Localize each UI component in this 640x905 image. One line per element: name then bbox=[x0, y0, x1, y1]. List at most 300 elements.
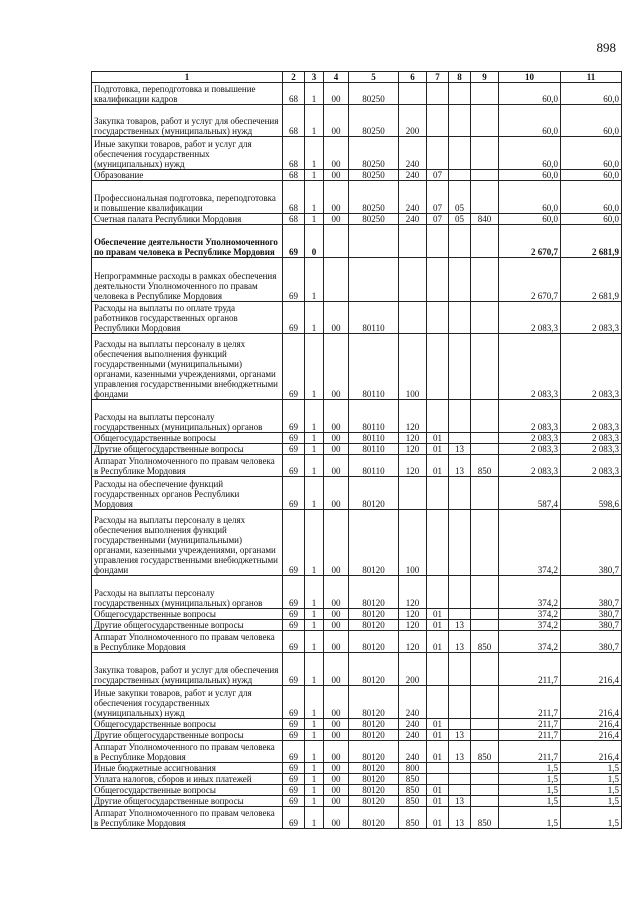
code-expense-type: 800 bbox=[399, 763, 427, 774]
code-program: 1 bbox=[305, 455, 324, 477]
item-name: Расходы на выплаты по оплате труда работников государственных органов Республики Мордовия bbox=[92, 302, 283, 334]
code-subprogram: 00 bbox=[324, 576, 349, 609]
table-row bbox=[92, 258, 622, 302]
code-section bbox=[427, 225, 449, 258]
code-section: 01 bbox=[427, 620, 449, 631]
code-direction: 80250 bbox=[349, 83, 399, 105]
item-name: Иные бюджетные ассигнования bbox=[92, 763, 283, 774]
code-grbs: 68 bbox=[283, 83, 305, 105]
code-subprogram: 00 bbox=[324, 763, 349, 774]
code-grbs: 69 bbox=[283, 719, 305, 730]
code-grbs: 69 bbox=[283, 763, 305, 774]
table-row bbox=[92, 444, 622, 455]
amount-year-2: 380,7 bbox=[561, 576, 622, 609]
code-expense-type bbox=[399, 83, 427, 105]
code-grbs: 68 bbox=[283, 105, 305, 137]
amount-year-2: 380,7 bbox=[561, 631, 622, 653]
code-direction: 80120 bbox=[349, 576, 399, 609]
code-program: 1 bbox=[305, 83, 324, 105]
item-name: Расходы на обеспечение функций государственных органов Республики Мордовия bbox=[92, 477, 283, 510]
item-name: Расходы на выплаты персоналу государственных (муниципальных) органов bbox=[92, 400, 283, 433]
code-grbs: 69 bbox=[283, 334, 305, 400]
code-direction: 80120 bbox=[349, 653, 399, 686]
code-subsection: 13 bbox=[449, 807, 471, 829]
table-row bbox=[92, 686, 622, 719]
code-section bbox=[427, 137, 449, 170]
code-program: 1 bbox=[305, 477, 324, 510]
code-expense-type: 120 bbox=[399, 609, 427, 620]
code-subsection bbox=[449, 433, 471, 444]
table-header bbox=[92, 72, 622, 83]
code-program: 1 bbox=[305, 719, 324, 730]
code-program: 1 bbox=[305, 741, 324, 763]
item-name: Подготовка, переподготовка и повышение квалификации кадров bbox=[92, 83, 283, 105]
amount-year-1: 2 083,3 bbox=[499, 433, 561, 444]
code-section: 01 bbox=[427, 741, 449, 763]
amount-year-2: 1,5 bbox=[561, 774, 622, 785]
amount-year-2: 216,4 bbox=[561, 741, 622, 763]
code-section bbox=[427, 334, 449, 400]
header-cell: 2 bbox=[283, 72, 305, 83]
code-agency bbox=[471, 774, 499, 785]
code-program: 1 bbox=[305, 774, 324, 785]
code-expense-type: 120 bbox=[399, 433, 427, 444]
code-expense-type bbox=[399, 258, 427, 302]
table-row bbox=[92, 631, 622, 653]
code-subsection bbox=[449, 719, 471, 730]
code-expense-type: 240 bbox=[399, 214, 427, 225]
code-section bbox=[427, 774, 449, 785]
code-program: 1 bbox=[305, 785, 324, 796]
code-program: 1 bbox=[305, 258, 324, 302]
code-direction: 80120 bbox=[349, 785, 399, 796]
table-row bbox=[92, 137, 622, 170]
amount-year-1: 2 083,3 bbox=[499, 444, 561, 455]
code-direction: 80250 bbox=[349, 170, 399, 181]
table-body bbox=[92, 83, 622, 829]
code-agency bbox=[471, 181, 499, 214]
code-grbs: 69 bbox=[283, 620, 305, 631]
amount-year-2: 2 083,3 bbox=[561, 302, 622, 334]
code-agency bbox=[471, 137, 499, 170]
code-subprogram bbox=[324, 225, 349, 258]
code-expense-type: 200 bbox=[399, 105, 427, 137]
header-cell: 4 bbox=[324, 72, 349, 83]
amount-year-1: 1,5 bbox=[499, 774, 561, 785]
code-subprogram: 00 bbox=[324, 83, 349, 105]
table-row bbox=[92, 455, 622, 477]
code-grbs: 69 bbox=[283, 774, 305, 785]
amount-year-1: 1,5 bbox=[499, 763, 561, 774]
code-expense-type: 120 bbox=[399, 576, 427, 609]
code-agency bbox=[471, 433, 499, 444]
item-name: Профессиональная подготовка, переподготовка и повышение квалификации bbox=[92, 181, 283, 214]
code-subprogram: 00 bbox=[324, 510, 349, 576]
amount-year-2: 60,0 bbox=[561, 170, 622, 181]
code-direction: 80110 bbox=[349, 433, 399, 444]
item-name: Закупка товаров, работ и услуг для обеспечения государственных (муниципальных) нужд bbox=[92, 105, 283, 137]
amount-year-2: 2 083,3 bbox=[561, 400, 622, 433]
item-name: Другие общегосударственные вопросы bbox=[92, 730, 283, 741]
amount-year-2: 1,5 bbox=[561, 807, 622, 829]
header-cell: 10 bbox=[499, 72, 561, 83]
code-expense-type: 240 bbox=[399, 741, 427, 763]
table-row bbox=[92, 796, 622, 807]
code-direction bbox=[349, 258, 399, 302]
table-row bbox=[92, 302, 622, 334]
amount-year-1: 211,7 bbox=[499, 730, 561, 741]
code-section: 01 bbox=[427, 796, 449, 807]
amount-year-1: 587,4 bbox=[499, 477, 561, 510]
table-row bbox=[92, 785, 622, 796]
code-program: 1 bbox=[305, 796, 324, 807]
amount-year-2: 2 681,9 bbox=[561, 225, 622, 258]
code-subprogram: 00 bbox=[324, 170, 349, 181]
amount-year-2: 60,0 bbox=[561, 214, 622, 225]
code-expense-type: 120 bbox=[399, 444, 427, 455]
code-section: 01 bbox=[427, 719, 449, 730]
item-name: Непрограммные расходы в рамках обеспечения деятельности Уполномоченного по правам человека в Республике Мордовия bbox=[92, 258, 283, 302]
code-direction: 80120 bbox=[349, 686, 399, 719]
amount-year-2: 60,0 bbox=[561, 181, 622, 214]
code-agency bbox=[471, 258, 499, 302]
code-expense-type bbox=[399, 225, 427, 258]
code-agency bbox=[471, 686, 499, 719]
code-direction: 80250 bbox=[349, 137, 399, 170]
code-subsection bbox=[449, 785, 471, 796]
code-expense-type: 240 bbox=[399, 730, 427, 741]
code-grbs: 69 bbox=[283, 433, 305, 444]
code-direction: 80110 bbox=[349, 334, 399, 400]
code-grbs: 69 bbox=[283, 686, 305, 719]
code-program: 1 bbox=[305, 576, 324, 609]
code-subsection bbox=[449, 653, 471, 686]
amount-year-1: 1,5 bbox=[499, 796, 561, 807]
code-program: 1 bbox=[305, 334, 324, 400]
code-section bbox=[427, 400, 449, 433]
amount-year-1: 374,2 bbox=[499, 576, 561, 609]
amount-year-1: 60,0 bbox=[499, 170, 561, 181]
code-section: 07 bbox=[427, 170, 449, 181]
code-program: 1 bbox=[305, 137, 324, 170]
amount-year-1: 60,0 bbox=[499, 137, 561, 170]
code-direction: 80110 bbox=[349, 400, 399, 433]
table-row bbox=[92, 719, 622, 730]
code-expense-type: 850 bbox=[399, 807, 427, 829]
code-subprogram: 00 bbox=[324, 686, 349, 719]
code-subsection bbox=[449, 576, 471, 609]
code-subsection: 13 bbox=[449, 796, 471, 807]
code-direction: 80120 bbox=[349, 807, 399, 829]
amount-year-1: 60,0 bbox=[499, 83, 561, 105]
code-subsection bbox=[449, 774, 471, 785]
table-row bbox=[92, 83, 622, 105]
code-expense-type: 100 bbox=[399, 510, 427, 576]
code-grbs: 69 bbox=[283, 741, 305, 763]
code-subsection: 13 bbox=[449, 455, 471, 477]
table-row bbox=[92, 763, 622, 774]
item-name: Расходы на выплаты персоналу государственных (муниципальных) органов bbox=[92, 576, 283, 609]
table-row bbox=[92, 181, 622, 214]
amount-year-1: 2 670,7 bbox=[499, 225, 561, 258]
amount-year-2: 216,4 bbox=[561, 719, 622, 730]
amount-year-2: 380,7 bbox=[561, 609, 622, 620]
code-agency: 850 bbox=[471, 741, 499, 763]
amount-year-2: 1,5 bbox=[561, 785, 622, 796]
amount-year-1: 211,7 bbox=[499, 653, 561, 686]
code-subprogram: 00 bbox=[324, 631, 349, 653]
code-grbs: 68 bbox=[283, 137, 305, 170]
code-program: 1 bbox=[305, 181, 324, 214]
code-subsection bbox=[449, 477, 471, 510]
amount-year-1: 1,5 bbox=[499, 785, 561, 796]
header-cell: 5 bbox=[349, 72, 399, 83]
amount-year-2: 216,4 bbox=[561, 730, 622, 741]
code-agency: 840 bbox=[471, 214, 499, 225]
code-subsection bbox=[449, 609, 471, 620]
code-expense-type: 850 bbox=[399, 796, 427, 807]
code-agency bbox=[471, 225, 499, 258]
code-direction: 80120 bbox=[349, 774, 399, 785]
code-section: 01 bbox=[427, 433, 449, 444]
code-subprogram: 00 bbox=[324, 774, 349, 785]
code-agency bbox=[471, 730, 499, 741]
amount-year-2: 2 681,9 bbox=[561, 258, 622, 302]
item-name: Счетная палата Республики Мордовия bbox=[92, 214, 283, 225]
code-program: 1 bbox=[305, 170, 324, 181]
code-agency: 850 bbox=[471, 631, 499, 653]
amount-year-1: 211,7 bbox=[499, 719, 561, 730]
amount-year-1: 374,2 bbox=[499, 620, 561, 631]
code-subprogram: 00 bbox=[324, 796, 349, 807]
code-subsection: 13 bbox=[449, 444, 471, 455]
amount-year-1: 2 083,3 bbox=[499, 400, 561, 433]
table-row bbox=[92, 105, 622, 137]
table-row bbox=[92, 510, 622, 576]
code-program: 1 bbox=[305, 609, 324, 620]
code-agency bbox=[471, 170, 499, 181]
code-direction: 80110 bbox=[349, 302, 399, 334]
item-name: Общегосударственные вопросы bbox=[92, 609, 283, 620]
code-expense-type bbox=[399, 477, 427, 510]
header-cell: 7 bbox=[427, 72, 449, 83]
code-agency bbox=[471, 302, 499, 334]
code-grbs: 68 bbox=[283, 181, 305, 214]
code-agency: 850 bbox=[471, 455, 499, 477]
code-subsection bbox=[449, 83, 471, 105]
code-grbs: 69 bbox=[283, 302, 305, 334]
code-section: 01 bbox=[427, 807, 449, 829]
code-program: 1 bbox=[305, 105, 324, 137]
code-program: 1 bbox=[305, 400, 324, 433]
code-grbs: 69 bbox=[283, 576, 305, 609]
code-program: 1 bbox=[305, 763, 324, 774]
code-direction: 80120 bbox=[349, 719, 399, 730]
code-section: 01 bbox=[427, 609, 449, 620]
amount-year-1: 1,5 bbox=[499, 807, 561, 829]
code-direction: 80120 bbox=[349, 609, 399, 620]
code-subsection bbox=[449, 105, 471, 137]
code-grbs: 69 bbox=[283, 455, 305, 477]
code-grbs: 68 bbox=[283, 214, 305, 225]
code-subprogram bbox=[324, 258, 349, 302]
header-cell: 8 bbox=[449, 72, 471, 83]
code-direction: 80120 bbox=[349, 477, 399, 510]
code-subprogram: 00 bbox=[324, 137, 349, 170]
code-program: 1 bbox=[305, 444, 324, 455]
code-program: 1 bbox=[305, 620, 324, 631]
amount-year-2: 380,7 bbox=[561, 510, 622, 576]
code-agency bbox=[471, 477, 499, 510]
code-section: 01 bbox=[427, 631, 449, 653]
amount-year-1: 2 083,3 bbox=[499, 334, 561, 400]
item-name: Образование bbox=[92, 170, 283, 181]
code-subprogram: 00 bbox=[324, 105, 349, 137]
code-subprogram: 00 bbox=[324, 477, 349, 510]
code-direction: 80250 bbox=[349, 105, 399, 137]
code-direction: 80110 bbox=[349, 455, 399, 477]
code-expense-type: 240 bbox=[399, 181, 427, 214]
item-name: Общегосударственные вопросы bbox=[92, 433, 283, 444]
code-agency bbox=[471, 609, 499, 620]
code-grbs: 69 bbox=[283, 225, 305, 258]
amount-year-2: 1,5 bbox=[561, 796, 622, 807]
table-row bbox=[92, 334, 622, 400]
code-subprogram: 00 bbox=[324, 653, 349, 686]
code-section bbox=[427, 258, 449, 302]
code-program: 1 bbox=[305, 686, 324, 719]
item-name: Аппарат Уполномоченного по правам человека в Республике Мордовия bbox=[92, 807, 283, 829]
item-name: Другие общегосударственные вопросы bbox=[92, 796, 283, 807]
header-cell: 3 bbox=[305, 72, 324, 83]
code-grbs: 69 bbox=[283, 477, 305, 510]
code-grbs: 69 bbox=[283, 653, 305, 686]
amount-year-2: 216,4 bbox=[561, 686, 622, 719]
code-subsection bbox=[449, 334, 471, 400]
code-subprogram: 00 bbox=[324, 214, 349, 225]
header-cell: 11 bbox=[561, 72, 622, 83]
code-agency bbox=[471, 620, 499, 631]
code-subprogram: 00 bbox=[324, 719, 349, 730]
code-expense-type: 240 bbox=[399, 170, 427, 181]
code-subprogram: 00 bbox=[324, 730, 349, 741]
code-agency: 850 bbox=[471, 807, 499, 829]
budget-table bbox=[91, 71, 622, 829]
code-direction: 80120 bbox=[349, 741, 399, 763]
code-expense-type: 200 bbox=[399, 653, 427, 686]
item-name: Иные закупки товаров, работ и услуг для обеспечения государственных (муниципальных) нужд bbox=[92, 686, 283, 719]
code-grbs: 69 bbox=[283, 631, 305, 653]
code-expense-type: 850 bbox=[399, 785, 427, 796]
code-grbs: 69 bbox=[283, 400, 305, 433]
amount-year-1: 60,0 bbox=[499, 214, 561, 225]
code-direction: 80120 bbox=[349, 620, 399, 631]
amount-year-2: 2 083,3 bbox=[561, 455, 622, 477]
code-subprogram: 00 bbox=[324, 807, 349, 829]
code-program: 1 bbox=[305, 653, 324, 686]
table-row bbox=[92, 400, 622, 433]
table-row bbox=[92, 730, 622, 741]
table-row bbox=[92, 609, 622, 620]
amount-year-1: 211,7 bbox=[499, 686, 561, 719]
item-name: Аппарат Уполномоченного по правам человека в Республике Мордовия bbox=[92, 455, 283, 477]
code-direction: 80250 bbox=[349, 214, 399, 225]
amount-year-2: 60,0 bbox=[561, 83, 622, 105]
item-name: Аппарат Уполномоченного по правам человека в Республике Мордовия bbox=[92, 741, 283, 763]
code-agency bbox=[471, 510, 499, 576]
code-subsection bbox=[449, 510, 471, 576]
code-subsection bbox=[449, 686, 471, 719]
item-name: Закупка товаров, работ и услуг для обеспечения государственных (муниципальных) нужд bbox=[92, 653, 283, 686]
code-grbs: 68 bbox=[283, 170, 305, 181]
header-cell: 9 bbox=[471, 72, 499, 83]
code-direction: 80120 bbox=[349, 763, 399, 774]
code-program: 1 bbox=[305, 302, 324, 334]
code-expense-type: 100 bbox=[399, 334, 427, 400]
code-section bbox=[427, 653, 449, 686]
table-row bbox=[92, 477, 622, 510]
code-agency bbox=[471, 83, 499, 105]
code-section bbox=[427, 510, 449, 576]
item-name: Другие общегосударственные вопросы bbox=[92, 444, 283, 455]
amount-year-2: 2 083,3 bbox=[561, 433, 622, 444]
code-program: 1 bbox=[305, 510, 324, 576]
code-grbs: 69 bbox=[283, 258, 305, 302]
table-row bbox=[92, 170, 622, 181]
code-section bbox=[427, 302, 449, 334]
amount-year-2: 380,7 bbox=[561, 620, 622, 631]
code-subsection bbox=[449, 400, 471, 433]
amount-year-1: 374,2 bbox=[499, 510, 561, 576]
code-subsection: 05 bbox=[449, 214, 471, 225]
code-expense-type: 240 bbox=[399, 719, 427, 730]
code-grbs: 69 bbox=[283, 807, 305, 829]
table-row bbox=[92, 774, 622, 785]
header-cell: 1 bbox=[92, 72, 283, 83]
code-grbs: 69 bbox=[283, 796, 305, 807]
table-row bbox=[92, 433, 622, 444]
code-direction: 80250 bbox=[349, 181, 399, 214]
code-subsection bbox=[449, 137, 471, 170]
item-name: Обеспечение деятельности Уполномоченного по правам человека в Республике Мордовия bbox=[92, 225, 283, 258]
amount-year-1: 2 670,7 bbox=[499, 258, 561, 302]
item-name: Аппарат Уполномоченного по правам человека в Республике Мордовия bbox=[92, 631, 283, 653]
code-subsection: 13 bbox=[449, 631, 471, 653]
table-row bbox=[92, 214, 622, 225]
code-subprogram: 00 bbox=[324, 433, 349, 444]
table-row bbox=[92, 741, 622, 763]
code-subsection: 13 bbox=[449, 620, 471, 631]
amount-year-1: 60,0 bbox=[499, 105, 561, 137]
item-name: Общегосударственные вопросы bbox=[92, 785, 283, 796]
amount-year-2: 1,5 bbox=[561, 763, 622, 774]
amount-year-2: 2 083,3 bbox=[561, 334, 622, 400]
code-agency bbox=[471, 576, 499, 609]
amount-year-2: 598,6 bbox=[561, 477, 622, 510]
item-name: Расходы на выплаты персоналу в целях обеспечения выполнения функций государственными (муниципальными) органами, казенными учреждениями, органами управления государственными внебюджетными фондами bbox=[92, 510, 283, 576]
code-subsection bbox=[449, 302, 471, 334]
amount-year-1: 60,0 bbox=[499, 181, 561, 214]
code-section bbox=[427, 576, 449, 609]
code-agency bbox=[471, 334, 499, 400]
code-direction: 80120 bbox=[349, 510, 399, 576]
table-row bbox=[92, 576, 622, 609]
code-subprogram: 00 bbox=[324, 302, 349, 334]
code-agency bbox=[471, 763, 499, 774]
amount-year-1: 2 083,3 bbox=[499, 302, 561, 334]
code-expense-type: 120 bbox=[399, 620, 427, 631]
item-name: Уплата налогов, сборов и иных платежей bbox=[92, 774, 283, 785]
